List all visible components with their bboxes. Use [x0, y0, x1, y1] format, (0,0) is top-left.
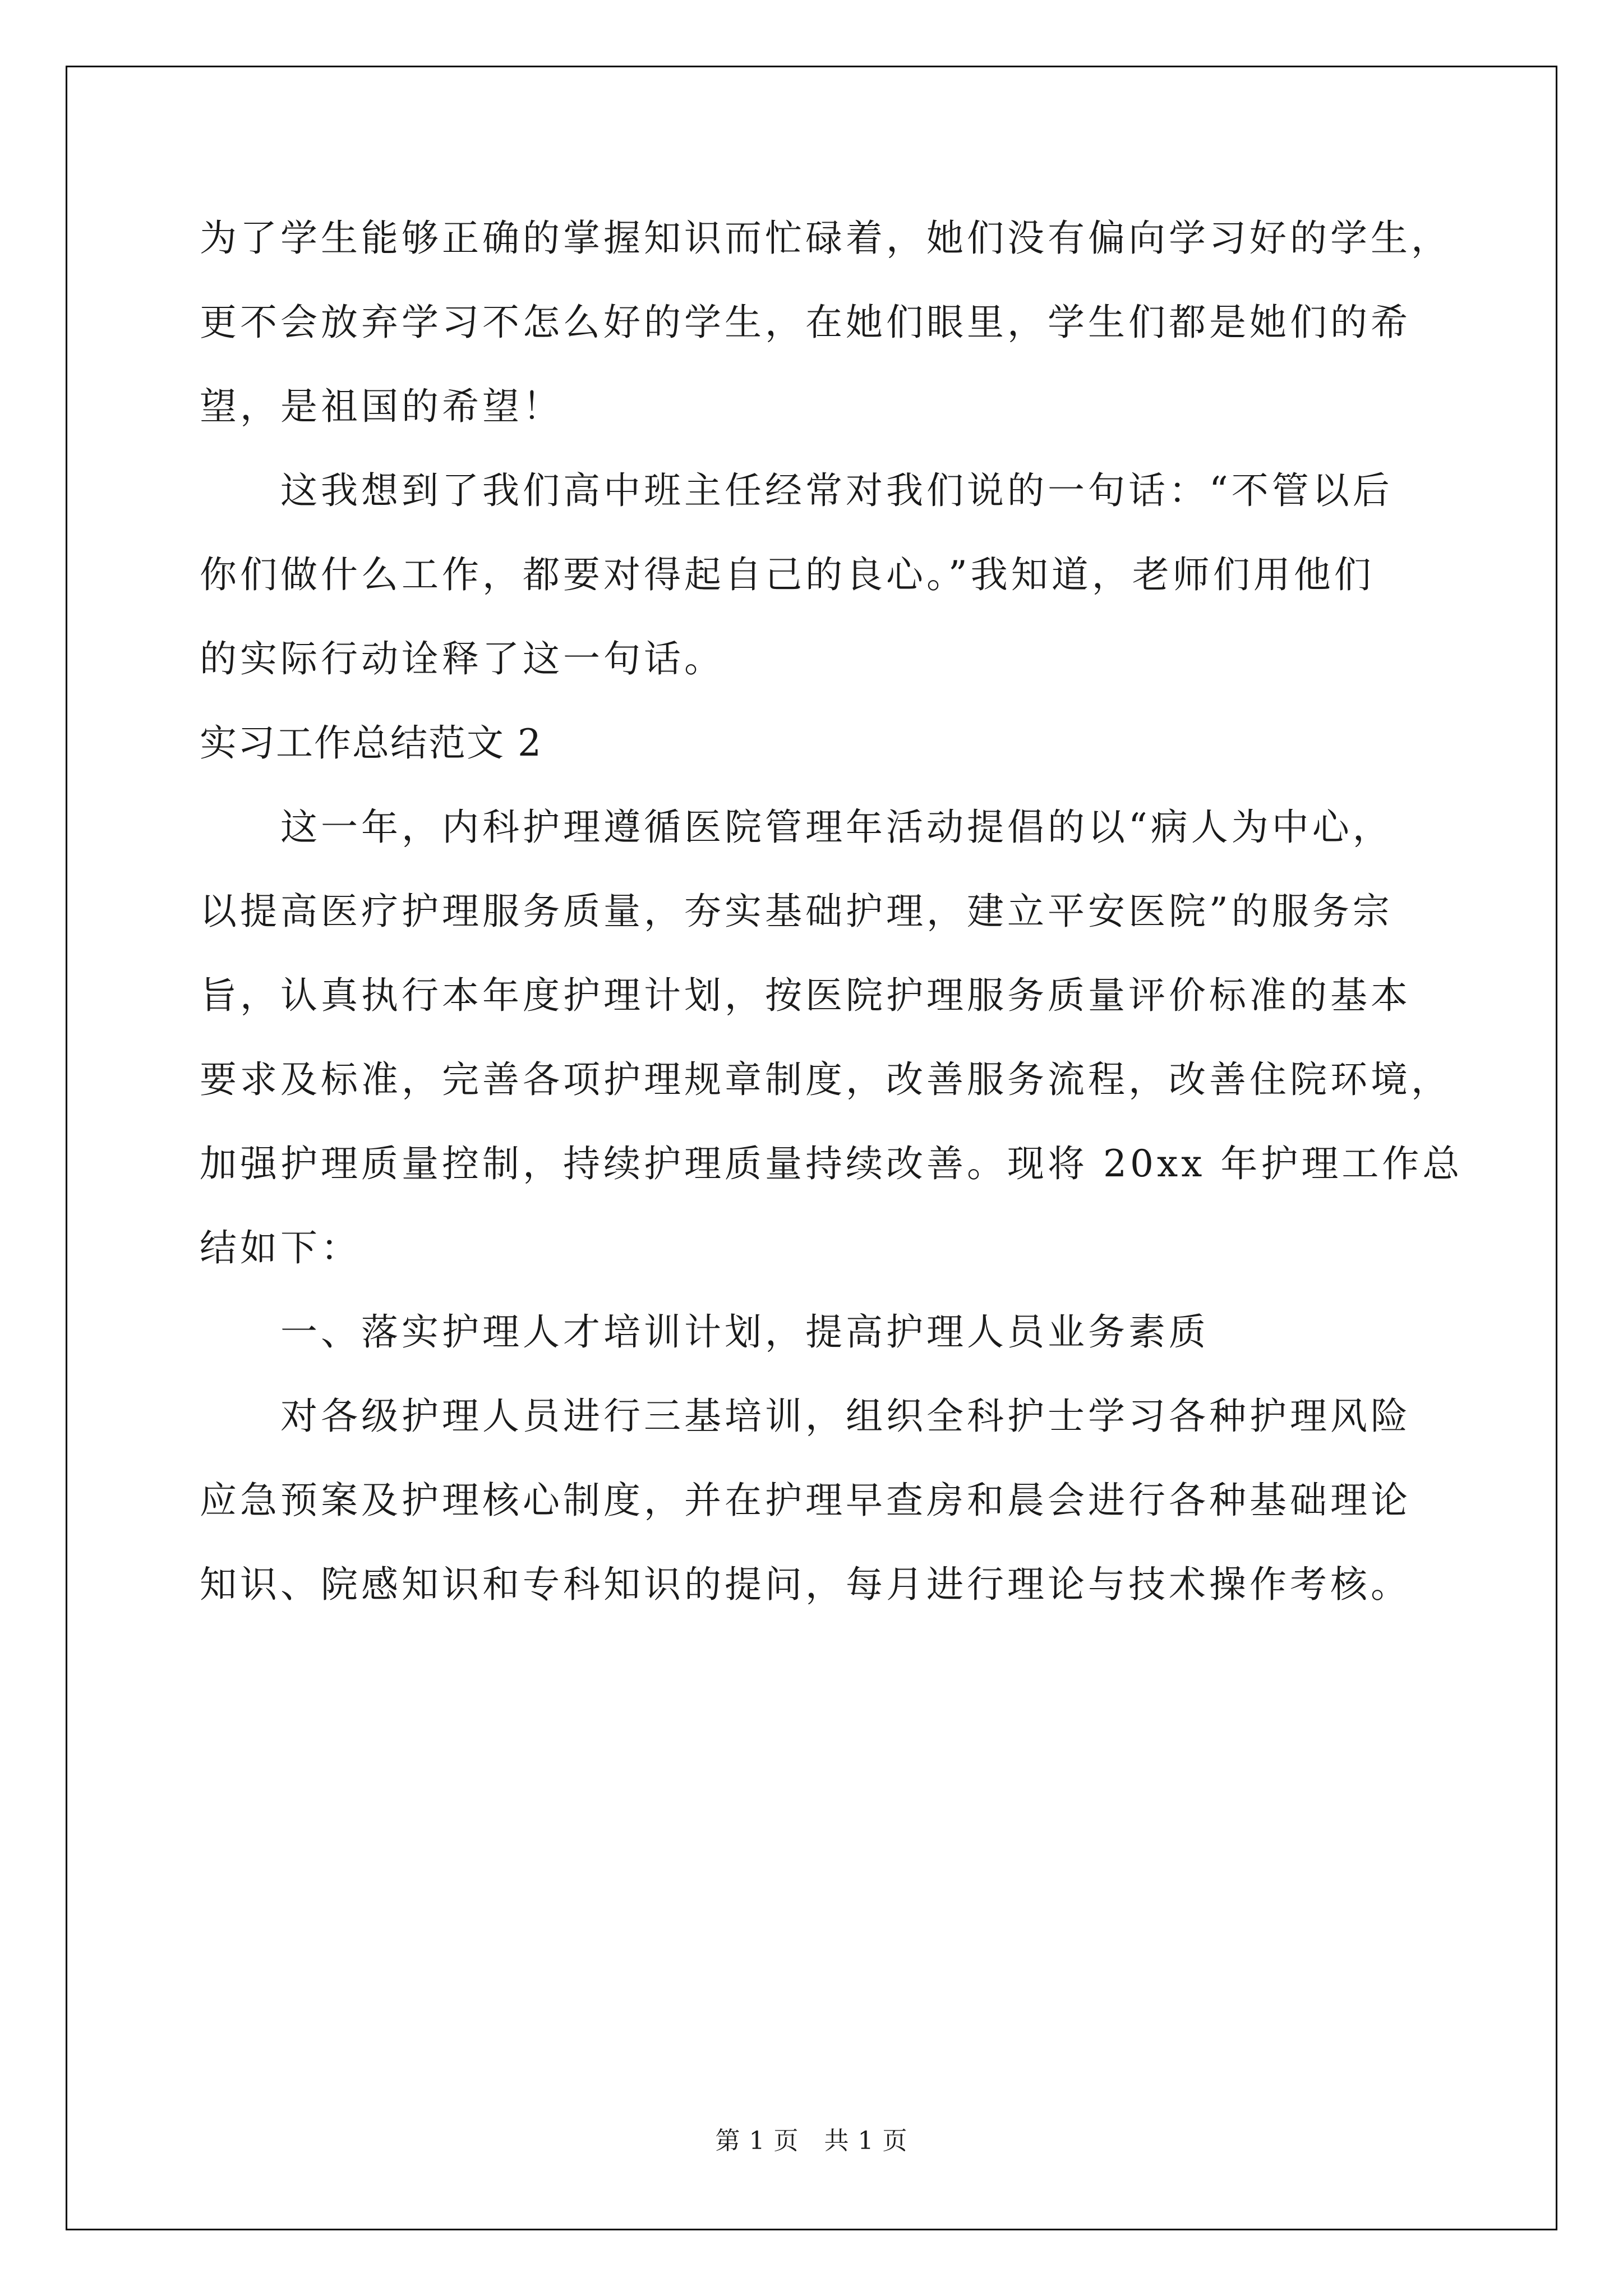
- page-footer: 第 1 页 共 1 页: [715, 2127, 908, 2155]
- paragraph-line: 望，是祖国的希望！: [200, 385, 563, 428]
- paragraph-line: 这一年，内科护理遵循医院管理年活动提倡的以“病人为中心，: [280, 806, 1393, 849]
- paragraph-line: 更不会放弃学习不怎么好的学生，在她们眼里，学生们都是她们的希: [200, 301, 1411, 344]
- paragraph-line: 为了学生能够正确的掌握知识而忙碌着，她们没有偏向学习好的学生，: [200, 217, 1451, 260]
- paragraph-line: 这我想到了我们高中班主任经常对我们说的一句话：“不管以后: [280, 469, 1393, 512]
- paragraph-line: 旨，认真执行本年度护理计划，按医院护理服务质量评价标准的基本: [200, 974, 1411, 1017]
- paragraph-line: 的实际行动诠释了这一句话。: [200, 637, 725, 680]
- paragraph-line: 知识、院感知识和专科知识的提问，每月进行理论与技术操作考核。: [200, 1563, 1411, 1606]
- paragraph-line: 加强护理质量控制，持续护理质量持续改善。现将 20xx 年护理工作总: [200, 1142, 1463, 1185]
- paragraph-line: 对各级护理人员进行三基培训，组织全科护士学习各种护理风险: [280, 1395, 1411, 1438]
- paragraph-line: 应急预案及护理核心制度，并在护理早查房和晨会进行各种基础理论: [200, 1479, 1411, 1522]
- paragraph-line: 一、落实护理人才培训计划，提高护理人员业务素质: [280, 1310, 1209, 1354]
- paragraph-line: 以提高医疗护理服务质量，夯实基础护理，建立平安医院”的服务宗: [200, 890, 1393, 933]
- paragraph-line: 要求及标准，完善各项护理规章制度，改善服务流程，改善住院环境，: [200, 1058, 1451, 1101]
- paragraph-line: 你们做什么工作，都要对得起自己的良心。”我知道，老师们用他们: [200, 553, 1375, 596]
- paragraph-line: 结如下：: [200, 1226, 361, 1269]
- section-heading: 实习工作总结范文 2: [200, 721, 542, 765]
